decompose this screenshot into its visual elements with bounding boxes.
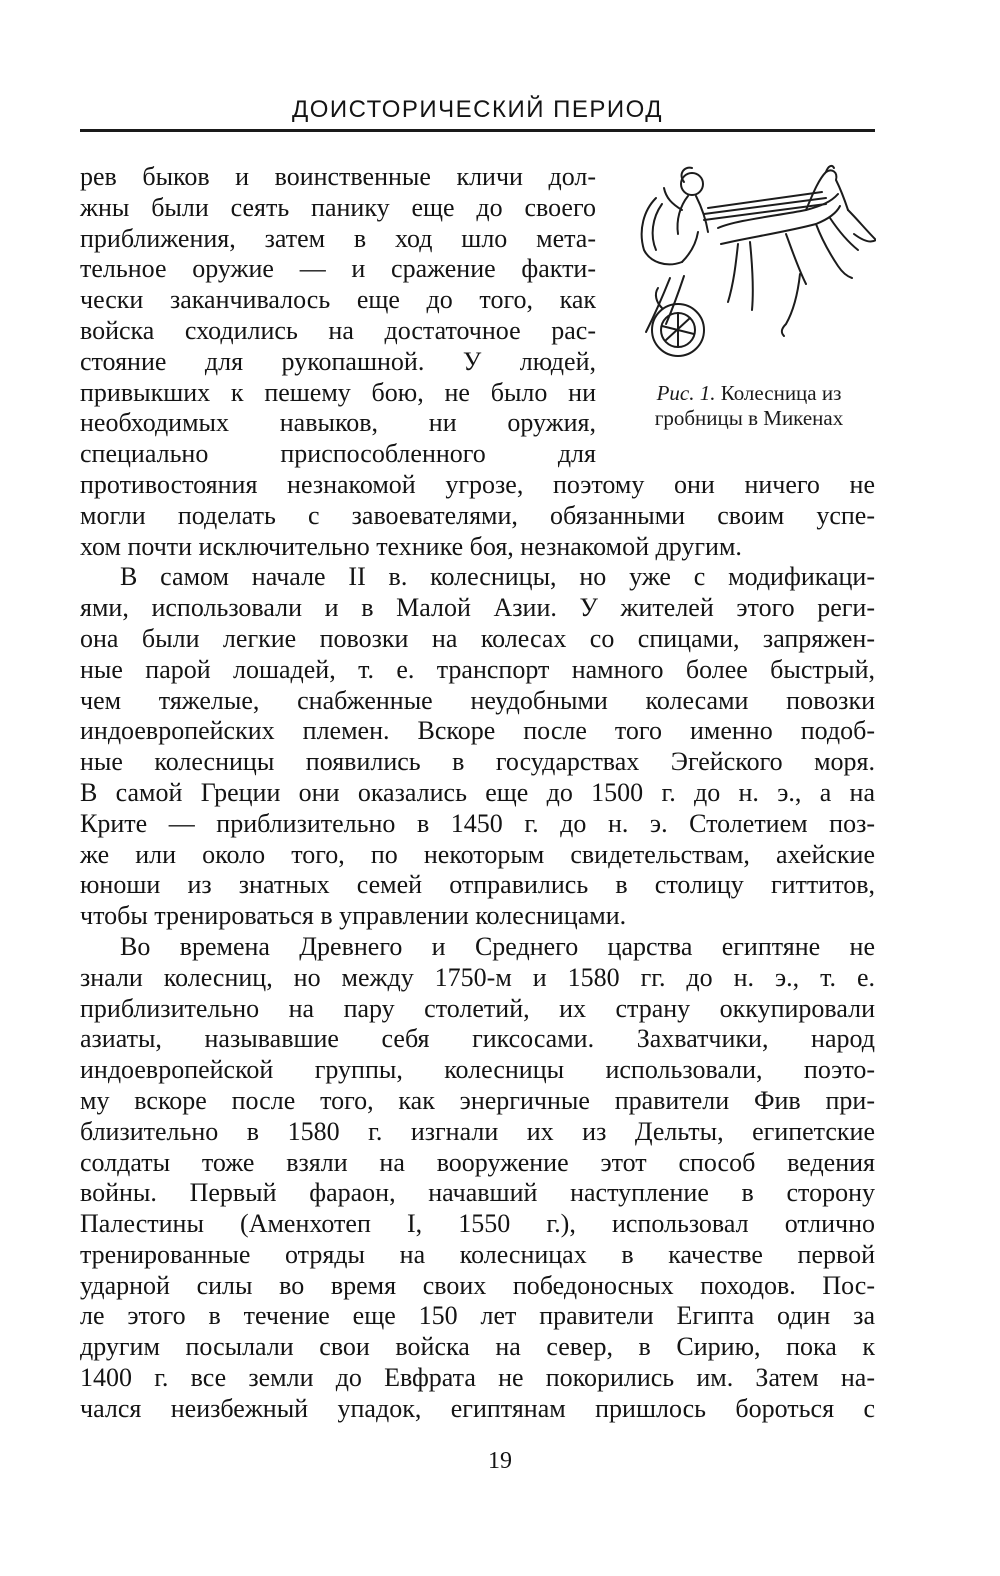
text-line: ные колесницы появились в государствах Эгейского моря. <box>80 747 875 777</box>
text-line: Во времена Древнего и Среднего царства египтяне не <box>120 931 875 961</box>
text-line: другим посылали свои войска на север, в Сирию, пока к <box>80 1332 875 1362</box>
body-text <box>80 162 875 1425</box>
text-line: стояние для рукопашной. У людей, <box>80 346 596 376</box>
text-line: ле этого в течение еще 150 лет правители Египта один за <box>80 1301 875 1331</box>
text-line: хом почти исключительно технике боя, незнакомой другим. <box>80 531 742 561</box>
text-line: солдаты тоже взяли на вооружение этот способ ведения <box>80 1147 875 1177</box>
text-line: близительно в 1580 г. изгнали их из Дельты, египетские <box>80 1116 875 1146</box>
text-line: приблизительно на пару столетий, их страну оккупировали <box>80 993 875 1023</box>
text-line: же или около того, по некоторым свидетельствам, ахейские <box>80 839 875 869</box>
page-number: 19 <box>488 1448 512 1474</box>
text-line: тельное оружие — и сражение факти- <box>80 254 596 284</box>
text-line: ударной силы во время своих победоносных походов. Пос- <box>80 1270 875 1300</box>
text-line: знали колесниц, но между 1750-м и 1580 гг. до н. э., т. е. <box>80 962 875 992</box>
text-line: ные парой лошадей, т. е. транспорт намного более быстрый, <box>80 654 875 684</box>
text-line: чтобы тренироваться в управлении колесницами. <box>80 901 627 931</box>
text-line: войска сходились на достаточное рас- <box>80 315 596 345</box>
text-line: противостояния незнакомой угрозе, поэтому они ничего не <box>80 469 875 499</box>
text-line: В самой Греции они оказались еще до 1500 г. до н. э., а на <box>80 777 875 807</box>
figure-caption-line1: Колесница из <box>720 381 842 405</box>
paragraph-1-wrapped <box>80 162 596 470</box>
text-line: 1400 г. все земли до Евфрата не покорились им. Затем на- <box>80 1363 875 1393</box>
text-line: могли поделать с завоевателями, обязанными своим успе- <box>80 500 875 530</box>
text-line: чем тяжелые, снабженные неудобными колесами повозки <box>80 685 875 715</box>
text-line: В самом начале II в. колесницы, но уже с модификаци- <box>120 562 875 592</box>
text-line: индоевропейских племен. Вскоре после того именно подоб- <box>80 716 875 746</box>
text-line: ями, использовали и в Малой Азии. У жителей этого реги- <box>80 593 875 623</box>
text-line: необходимых навыков, ни оружия, <box>80 408 596 438</box>
text-line: рев быков и воинственные кличи дол- <box>80 162 596 191</box>
text-line: чески заканчивалось еще до того, как <box>80 285 596 315</box>
text-line: азиаты, называвшие себя гиксосами. Захватчики, народ <box>80 1024 875 1054</box>
text-line: Крите — приблизительно в 1450 г. до н. э. Столетием поз- <box>80 808 875 838</box>
header-rule <box>80 129 875 132</box>
text-line: войны. Первый фараон, начавший наступление в сторону <box>80 1178 875 1208</box>
text-line: Палестины (Аменхотеп I, 1550 г.), использовал отлично <box>80 1209 875 1239</box>
text-line: приближения, затем в ход шло мета- <box>80 223 596 253</box>
text-line: индоевропейской группы, колесницы использовали, поэто- <box>80 1055 875 1085</box>
text-line: чался неизбежный упадок, египтянам пришлось бороться с <box>80 1393 875 1423</box>
running-head: ДОИСТОРИЧЕСКИЙ ПЕРИОД <box>291 96 664 123</box>
text-line: тренированные отряды на колесницах в качестве первой <box>80 1239 875 1269</box>
figure-caption-line2: гробницы в Микенах <box>654 406 844 430</box>
text-line: специально приспособленного для <box>80 439 596 469</box>
text-line: привыкших к пешему бою, не было ни <box>80 377 596 407</box>
text-line: юноши из знатных семей отправились в столицу гиттитов, <box>80 870 875 900</box>
text-line: она были легкие повозки на колесах со спицами, запряжен- <box>80 623 875 653</box>
figure-caption-label: Рис. 1. <box>656 381 716 405</box>
text-line: му вскоре после того, как энергичные правители Фив при- <box>80 1085 875 1115</box>
text-line: жны были сеять панику еще до своего <box>80 192 596 222</box>
